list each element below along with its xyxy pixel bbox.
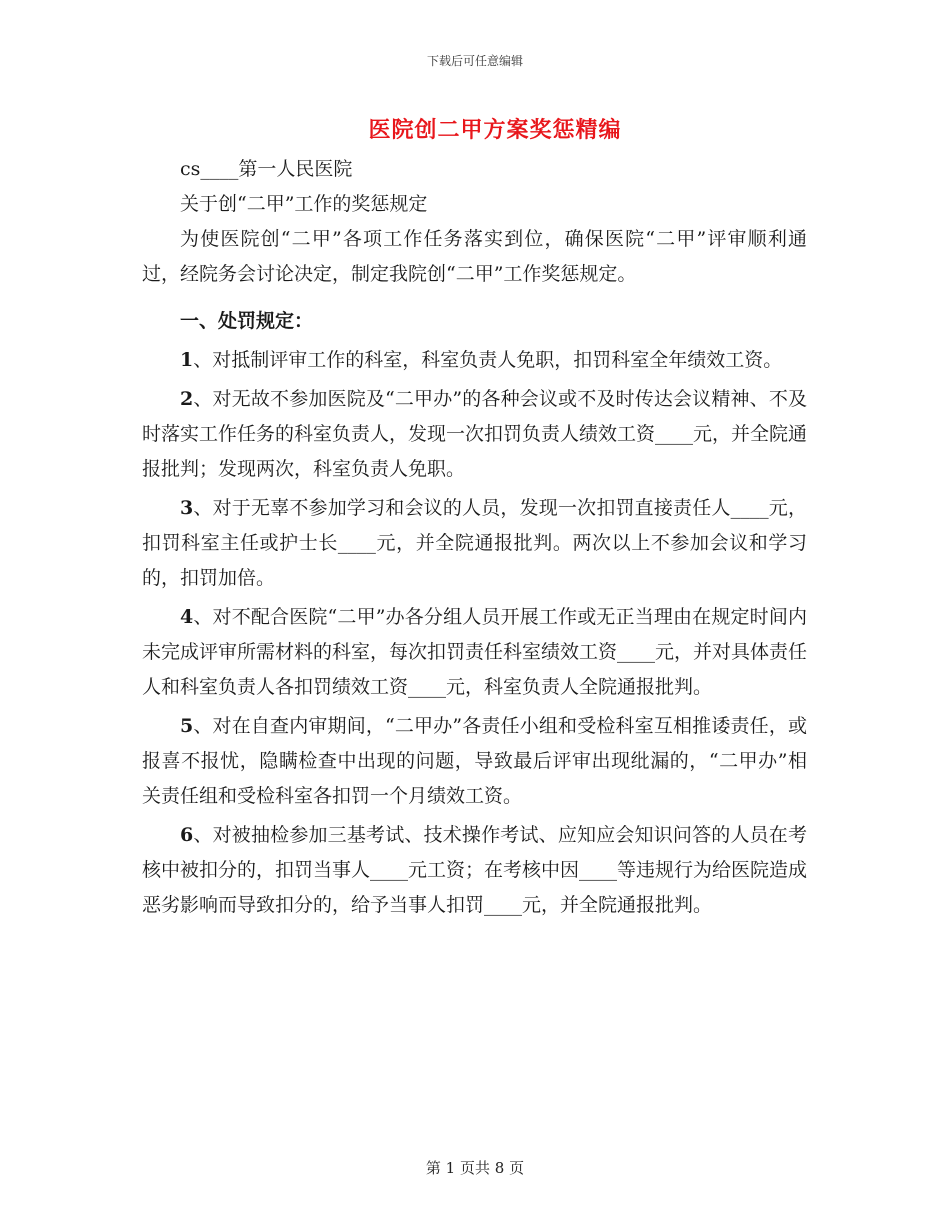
item-number: 2 [180,388,194,410]
item-text: 、对不配合医院“二甲”办各分组人员开展工作或无正当理由在规定时间内未完成评审所需材料的科室，每次扣罚责任科室绩效工资____元，并对具体责任人和科室负责人各扣罚绩效工资____元，科室负责人全院通报批判。 [142,606,808,698]
item-text: 、对于无辜不参加学习和会议的人员，发现一次扣罚直接责任人____元，扣罚科室主任或护士长____元，并全院通报批判。两次以上不参加会议和学习的，扣罚加倍。 [142,497,807,589]
list-item [142,600,807,705]
org-line: cs____第一人民医院 [180,158,353,180]
item-text: 、对抵制评审工作的科室，科室负责人免职，扣罚科室全年绩效工资。 [193,349,783,371]
item-number: 1 [180,349,194,371]
page-footer: 第 1 页共 8 页 [425,1159,525,1177]
list-item [142,709,807,814]
section-heading: 一、处罚规定： [180,310,314,332]
item-number: 4 [180,606,194,628]
document-body [142,152,807,923]
item-text: 、对无故不参加医院及“二甲办”的各种会议或不及时传达会议精神、不及时落实工作任务的科室负责人，发现一次扣罚负责人绩效工资____元，并全院通报批判；发现两次，科室负责人免职。 [142,388,808,480]
header-note: 下载后可任意编辑 [426,54,523,68]
item-number: 5 [180,715,194,737]
item-number: 6 [180,824,194,846]
document-title: 医院创二甲方案奖惩精编 [368,117,622,143]
item-text: 、对在自查内审期间，“二甲办”各责任小组和受检科室互相推诿责任，或报喜不报忧，隐瞒检查中出现的问题，导致最后评审出现纰漏的，“二甲办”相关责任组和受检科室各扣罚一个月绩效工资。 [142,715,807,807]
item-number: 3 [180,497,194,519]
list-item [142,491,807,596]
intro-paragraph: 为使医院创“二甲”各项工作任务落实到位，确保医院“二甲”评审顺利通过，经院务会讨论决定，制定我院创“二甲”工作奖惩规定。 [142,228,807,285]
item-text: 、对被抽检参加三基考试、技术操作考试、应知应会知识问答的人员在考核中被扣分的，扣罚当事人____元工资；在考核中因____等违规行为给医院造成恶劣影响而导致扣分的，给予当事人扣罚____元，并全院通报批判。 [142,824,808,916]
list-item [142,343,807,378]
list-item [142,382,807,487]
document-subtitle: 关于创“二甲”工作的奖惩规定 [180,193,428,215]
list-item [142,818,807,923]
